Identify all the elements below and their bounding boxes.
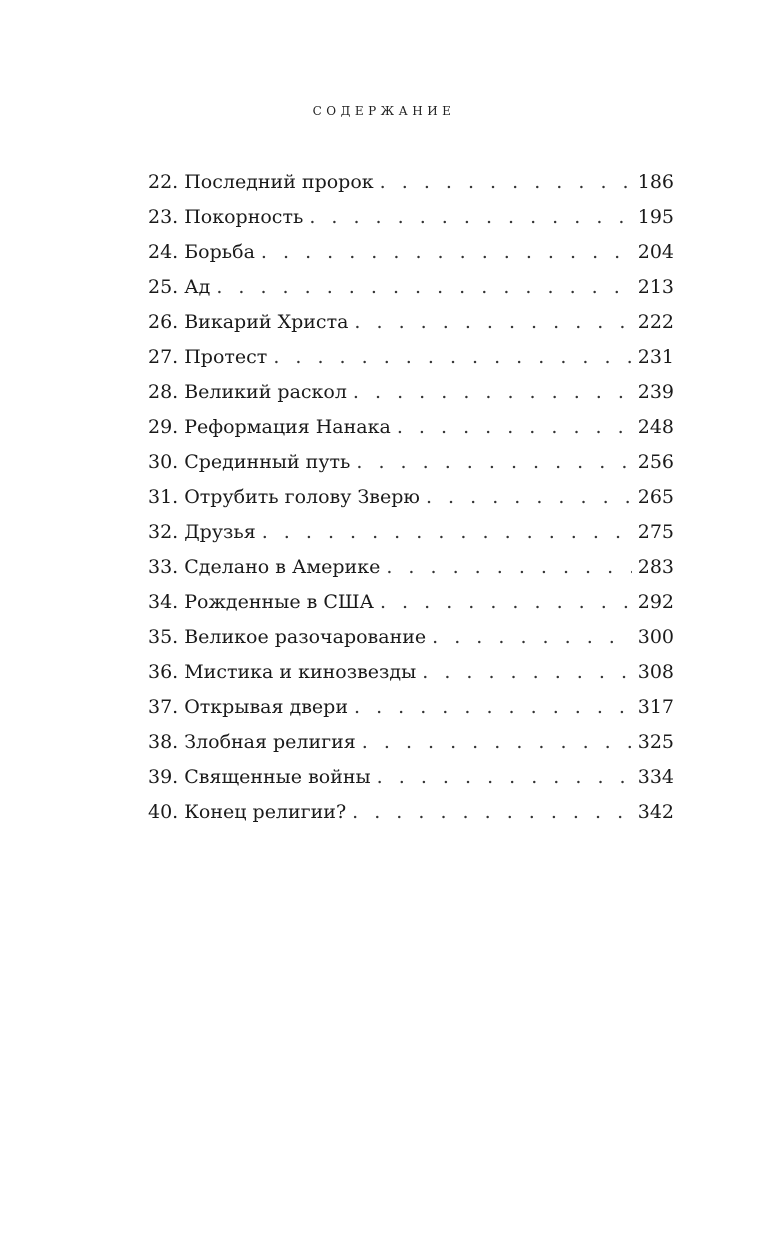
chapter-title: Покорность	[184, 206, 304, 228]
chapter-number: 24.	[148, 241, 179, 263]
chapter-number: 25.	[148, 276, 179, 298]
page-number: 317	[637, 696, 674, 718]
toc-entry	[148, 203, 674, 238]
toc-entry	[148, 483, 674, 518]
chapter-number: 38.	[148, 731, 179, 753]
dot-leader	[377, 763, 632, 791]
chapter-number: 34.	[148, 591, 179, 613]
page-number: 213	[637, 276, 674, 298]
toc-entry	[148, 273, 674, 308]
chapter-title: Злобная религия	[184, 731, 356, 753]
dot-leader	[309, 203, 631, 231]
toc-entry	[148, 693, 674, 728]
page-number: 283	[637, 556, 674, 578]
chapter-title: Священные войны	[184, 766, 371, 788]
page-number: 325	[637, 731, 674, 753]
toc-entry	[148, 238, 674, 273]
page-number: 334	[637, 766, 674, 788]
toc-entry	[148, 728, 674, 763]
dot-leader	[426, 483, 632, 511]
toc-entry	[148, 588, 674, 623]
chapter-number: 36.	[148, 661, 179, 683]
dot-leader	[362, 728, 632, 756]
dot-leader	[397, 413, 632, 441]
chapter-title: Викарий Христа	[184, 311, 349, 333]
dot-leader	[353, 378, 632, 406]
toc-entry	[148, 413, 674, 448]
dot-leader	[354, 693, 632, 721]
chapter-title: Протест	[184, 346, 268, 368]
dot-leader	[380, 588, 632, 616]
toc-entry	[148, 658, 674, 693]
toc-entry	[148, 168, 674, 203]
toc-entry	[148, 763, 674, 798]
page-number: 275	[637, 521, 674, 543]
page-number: 222	[637, 311, 674, 333]
chapter-number: 35.	[148, 626, 179, 648]
page-number: 204	[637, 241, 674, 263]
dot-leader	[380, 168, 632, 196]
chapter-number: 31.	[148, 486, 179, 508]
chapter-title: Открывая двери	[184, 696, 348, 718]
toc-entry	[148, 798, 674, 833]
chapter-title: Отрубить голову Зверю	[184, 486, 420, 508]
dot-leader	[422, 658, 632, 686]
table-of-contents	[148, 168, 674, 833]
page-number: 342	[637, 801, 674, 823]
chapter-title: Великий раскол	[184, 381, 347, 403]
chapter-number: 40.	[148, 801, 179, 823]
toc-entry	[148, 623, 674, 658]
dot-leader	[262, 518, 632, 546]
page-number: 195	[637, 206, 674, 228]
page-number: 265	[637, 486, 674, 508]
dot-leader	[386, 553, 631, 581]
chapter-number: 32.	[148, 521, 179, 543]
chapter-number: 28.	[148, 381, 179, 403]
chapter-number: 27.	[148, 346, 179, 368]
dot-leader	[432, 623, 632, 651]
page-number: 248	[637, 416, 674, 438]
dot-leader	[352, 798, 632, 826]
chapter-title: Сделано в Америке	[184, 556, 381, 578]
chapter-title: Реформация Нанака	[184, 416, 391, 438]
dot-leader	[261, 238, 632, 266]
dot-leader	[216, 273, 631, 301]
toc-entry	[148, 378, 674, 413]
toc-entry	[148, 553, 674, 588]
chapter-number: 29.	[148, 416, 179, 438]
chapter-number: 26.	[148, 311, 179, 333]
page-number: 239	[637, 381, 674, 403]
page-number: 292	[637, 591, 674, 613]
page-number: 256	[637, 451, 674, 473]
page-number: 300	[637, 626, 674, 648]
toc-entry	[148, 518, 674, 553]
chapter-title: Великое разочарование	[184, 626, 427, 648]
chapter-title: Конец религии?	[184, 801, 347, 823]
chapter-title: Ад	[184, 276, 211, 298]
chapter-title: Срединный путь	[184, 451, 351, 473]
dot-leader	[354, 308, 631, 336]
chapter-title: Друзья	[184, 521, 256, 543]
chapter-number: 33.	[148, 556, 179, 578]
chapter-number: 37.	[148, 696, 179, 718]
dot-leader	[356, 448, 631, 476]
chapter-number: 30.	[148, 451, 179, 473]
chapter-title: Последний пророк	[184, 171, 374, 193]
chapter-title: Рожденные в США	[184, 591, 374, 613]
chapter-title: Борьба	[184, 241, 255, 263]
chapter-number: 39.	[148, 766, 179, 788]
running-header: СОДЕРЖАНИЕ	[312, 104, 456, 118]
chapter-number: 22.	[148, 171, 179, 193]
page-number: 308	[637, 661, 674, 683]
page-number: 231	[637, 346, 674, 368]
toc-entry	[148, 448, 674, 483]
chapter-number: 23.	[148, 206, 179, 228]
dot-leader	[273, 343, 631, 371]
chapter-title: Мистика и кинозвезды	[184, 661, 417, 683]
page-number: 186	[637, 171, 674, 193]
toc-entry	[148, 343, 674, 378]
toc-entry	[148, 308, 674, 343]
